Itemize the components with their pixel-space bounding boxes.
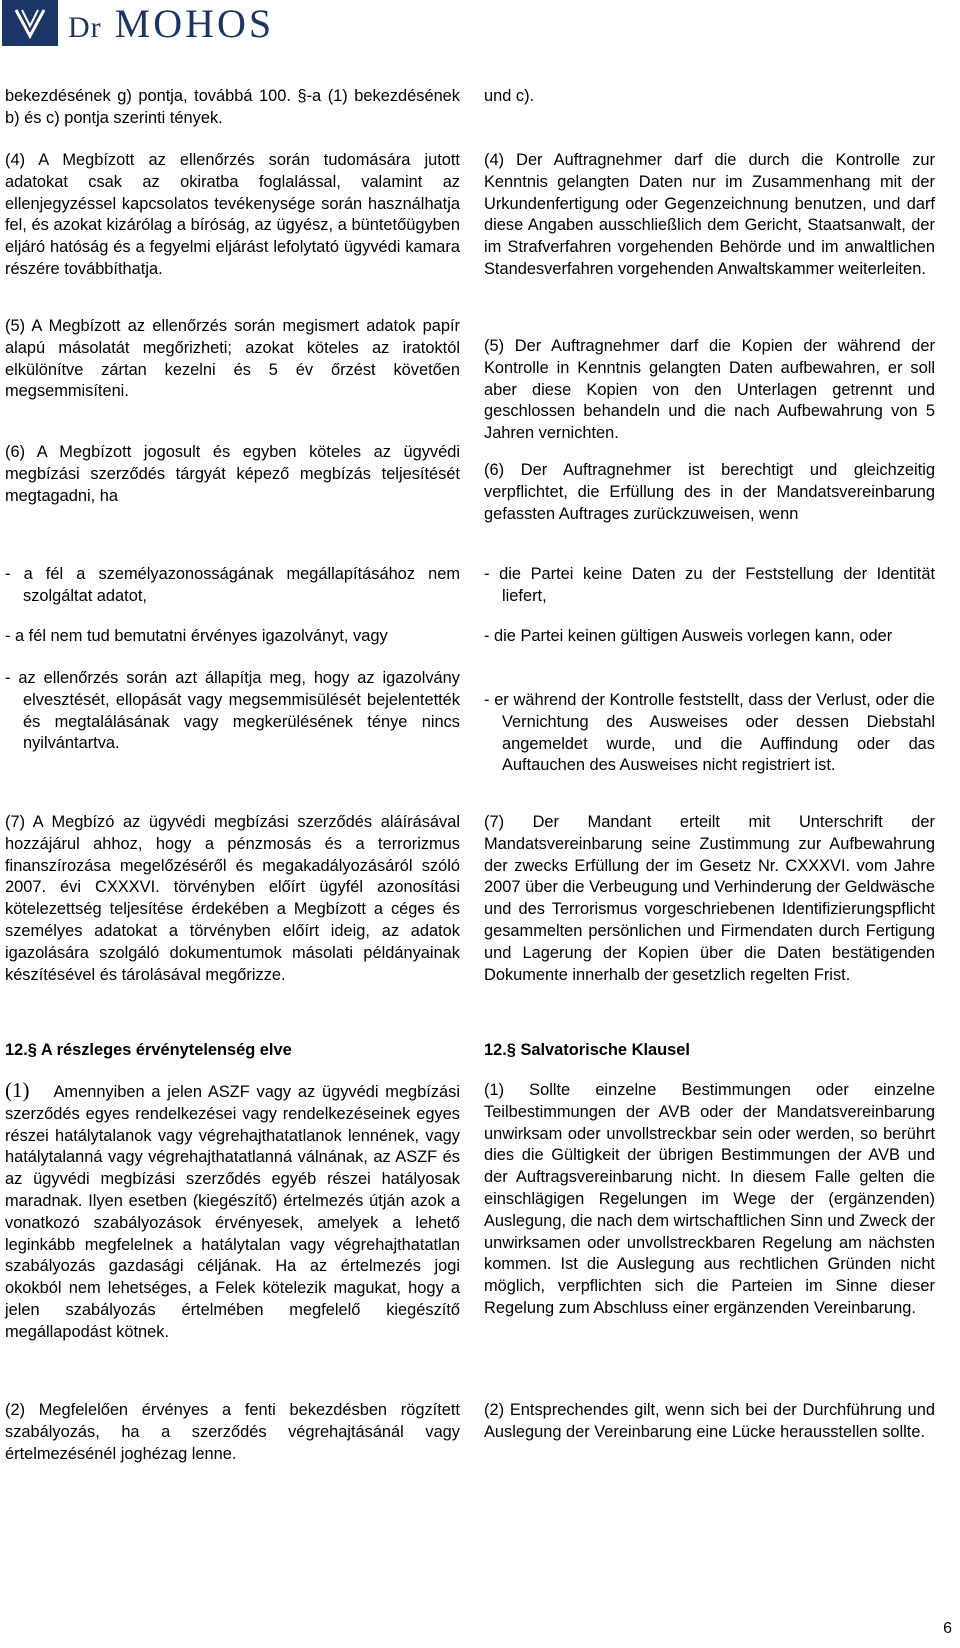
de-bullet-3: - er während der Kontrolle feststellt, dass der Verlust, oder die Vernichtung des Ausweises oder dessen Diebstahl angemeldet wurde, und die Auffindung oder das Auftauchen des Ausweises nicht registriert ist.: [484, 691, 935, 775]
hu-paragraph-7: (7) A Megbízó az ügyvédi megbízási szerződés aláírásával hozzájárul ahhoz, hogy a pénzmosás és a terrorizmus finanszírozása megelőzéséről és megakadályozásáról szóló 2007. évi CXXXVI. törvényben előírt ügyfél azonosítási kötelezettség teljesítése érdekében a Megbízott a céges és személyes adatokat a törvényben előírt ideig, az adatok igazolására szolgáló dokumentumok másolati példányainak készítésével és tárolásával megőrizze.: [5, 813, 460, 984]
de-section-paragraph-1: (1) Sollte einzelne Bestimmungen oder einzelne Teilbestimmungen der AVB oder der Mandatsvereinbarung unwirksam oder unvollstreckbar sein oder werden, so berührt dies die Gültigkeit der übrigen Bestimmungen der AVB und der Auftragsvereinbarung nicht. In diesem Falle gelten die einschlägigen Regelungen im Wege der (ergänzenden) Auslegung, die nach dem wirtschaftlichen Sinn und Zweck der unwirksamen oder unvollstreckbaren Regelung am nächsten kommen. Ist die Auslegung aus rechtlichen Gründen nicht möglich, verpflichten sich die Parteien im Sinne dieser Regelung zum Abschluss einer ergänzenden Vereinbarung.: [484, 1081, 935, 1317]
de-bullet-2: - die Partei keinen gültigen Ausweis vorlegen kann, oder: [484, 627, 893, 645]
logo-wordmark: [68, 2, 274, 50]
hu-section-paragraph-1: [5, 1080, 460, 1344]
page-header: [0, 0, 960, 60]
hu-paragraph-5: (5) A Megbízott az ellenőrzés során megismert adatok papír alapú másolatát megőrizheti; azokat köteles az iratoktól elkülönítve zártan kezelni és 5 év őrzést követően megsemmisíteni.: [5, 317, 460, 401]
logo-initials: Dr: [68, 11, 102, 44]
hu-section-paragraph-1-text: Amennyiben a jelen ASZF vagy az ügyvédi megbízási szerződés egyes rendelkezései vagy rendelkezéseinek egyes részei hatálytalanok vagy végrehajthatatlanok lennének, vagy hatálytalanná vagy végrehajthatatlanná válnának, az ASZF és az ügyvédi megbízási szerződés egyéb részei hatályosak maradnak. Ilyen esetben (kiegészítő) értelmezés útján azok a vonatkozó szabályozások érvényesek, amelyek a lehető leginkább megfelelnek a hatálytalan vagy végrehajthatatlan szabályozás gazdasági céljának. Ha az értelmezés jogi okokból nem lehetséges, a Felek kötelezik magukat, hogy a jelen szabályozás értelmében megfelelő kiegészítő megállapodást kötnek.: [5, 1083, 460, 1341]
de-paragraph-continuation: und c).: [484, 87, 535, 105]
hu-section-heading: 12.§ A részleges érvénytelenség elve: [5, 1041, 292, 1059]
logo-name: MOHOS: [114, 1, 275, 46]
de-paragraph-7: (7) Der Mandant erteilt mit Unterschrift der Mandatsvereinbarung seine Zustimmung zur Aufbewahrung der zwecks Erfüllung der im Gesetz Nr. CXXXVI. vom Jahre 2007 über die Verbeugung und Verhinderung der Geldwäsche und des Terrorismus vorgeschriebenen Identifizierungspflicht gesammelten persönlichen und Firmendaten durch Fertigung und Lagerung der Kopien über die Daten bestätigenden Dokumente innerhalb der gesetzlich regelten Frist.: [484, 813, 935, 984]
de-paragraph-6: (6) Der Auftragnehmer ist berechtigt und gleichzeitig verpflichtet, die Erfüllung des in der Mandatsvereinbarung gefassten Auftrages zurückzuweisen, wenn: [484, 461, 935, 523]
page-number: 6: [943, 1620, 952, 1637]
de-bullet-1: - die Partei keine Daten zu der Feststellung der Identität liefert,: [484, 565, 935, 605]
hu-section-paragraph-1-number: (1): [5, 1078, 30, 1102]
hu-bullet-2: - a fél nem tud bemutatni érvényes igazolványt, vagy: [5, 627, 388, 645]
de-section-paragraph-2: (2) Entsprechendes gilt, wenn sich bei der Durchführung und Auslegung der Vereinbarung eine Lücke herausstellen sollte.: [484, 1401, 935, 1441]
hu-paragraph-6: (6) A Megbízott jogosult és egyben köteles az ügyvédi megbízási szerződés tárgyát képező megbízás teljesítését megtagadni, ha: [5, 443, 460, 505]
hu-paragraph-4: (4) A Megbízott az ellenőrzés során tudomására jutott adatokat csak az okiratba foglalással, valamint az ellenjegyzéssel kapcsolatos tevékenysége során használhatja fel, és azokat kizárólag a bíróság, az ügyész, a büntetőügyben eljáró hatóság és a fegyelmi eljárást lefolytató ügyvédi kamara részére továbbíthatja.: [5, 151, 460, 278]
de-section-heading: 12.§ Salvatorische Klausel: [484, 1041, 690, 1059]
hu-paragraph-continuation: bekezdésének g) pontja, továbbá 100. §-a (1) bekezdésének b) és c) pontja szerinti tények.: [5, 87, 460, 127]
de-paragraph-4: (4) Der Auftragnehmer darf die durch die Kontrolle zur Kenntnis gelangten Daten nur im Zusammenhang mit der Urkundenfertigung oder Gegenzeichnung benutzen, und darf diese Angaben ausschließlich dem Gericht, Staatsanwalt, der im Strafverfahren vorgehenden Behörde und im anwaltlichen Standesverfahren vorgehenden Anwaltskammer weiterleiten.: [484, 151, 935, 278]
hu-bullet-1: - a fél a személyazonosságának megállapításához nem szolgáltat adatot,: [5, 565, 460, 605]
de-paragraph-5: (5) Der Auftragnehmer darf die Kopien der während der Kontrolle in Kenntnis gelangten Daten aufbewahren, er soll aber diese Kopien von den Unterlagen getrennt und geschlossen behandeln und die nach Aufbewahrung von 5 Jahren vernichten.: [484, 337, 935, 443]
hu-bullet-3: - az ellenőrzés során azt állapítja meg, hogy az igazolvány elvesztését, ellopását vagy megsemmisülését bejelentették és megtalálásának vagy megkerülésének ténye nincs nyilvántartva.: [5, 669, 460, 753]
hu-section-paragraph-2: (2) Megfelelően érvényes a fenti bekezdésben rögzített szabályozás, ha a szerződés végrehajtásánál vagy értelmezésénél joghézag lenne.: [5, 1401, 460, 1463]
logo-emblem-icon: [2, 0, 58, 46]
